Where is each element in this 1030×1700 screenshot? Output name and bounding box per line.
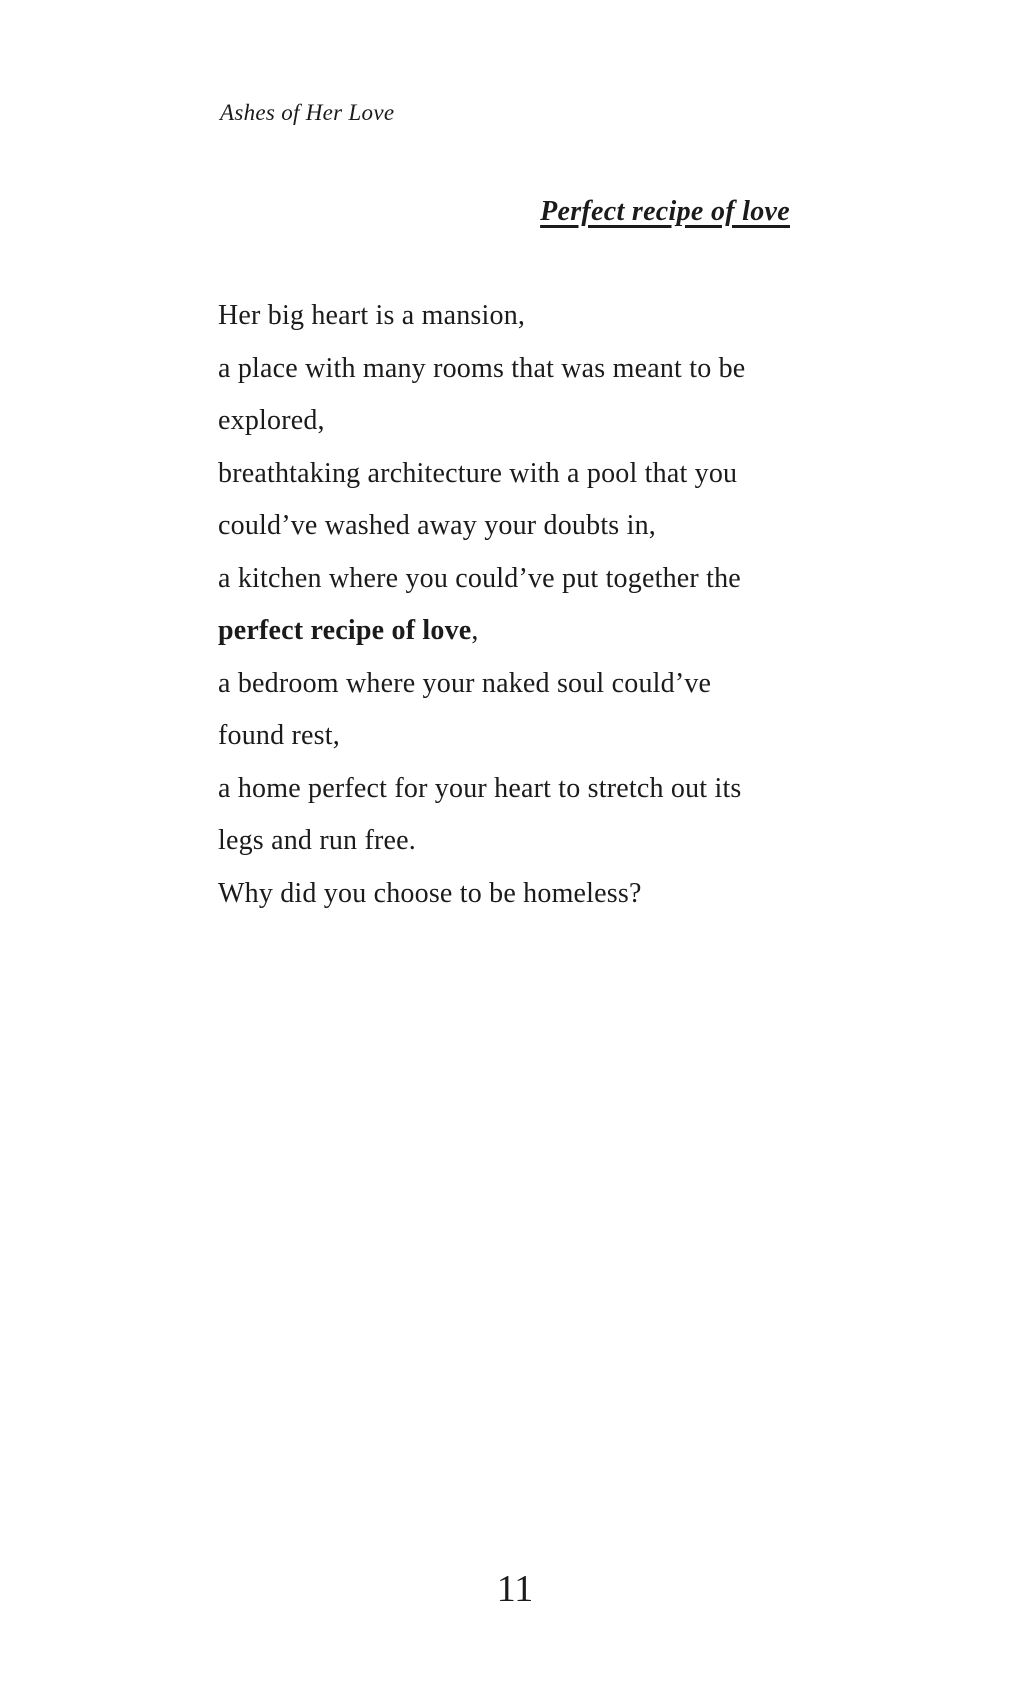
poem-line: explored, — [218, 405, 325, 436]
poem-line: breathtaking architecture with a pool that you — [218, 457, 738, 489]
poem-line: a home perfect for your heart to stretch out its — [218, 772, 742, 804]
running-header-book-title: Ashes of Her Love — [220, 100, 395, 125]
poem-line-segment: , — [471, 615, 479, 646]
poem-title: Perfect recipe of love — [540, 196, 790, 227]
poem-line: could’ve washed away your doubts in, — [218, 510, 656, 541]
poem-line: a kitchen where you could’ve put together the — [218, 562, 741, 594]
poem-line: Her big heart is a mansion, — [218, 300, 526, 331]
poem-body — [218, 290, 745, 920]
poem-line: Why did you choose to be homeless? — [218, 877, 642, 909]
poem-line: a place with many rooms that was meant to be — [218, 352, 746, 384]
poem-line — [218, 605, 745, 658]
poem-line-bold-segment: perfect recipe of love — [218, 615, 472, 646]
poem-line: legs and run free. — [218, 825, 416, 856]
poem-line: found rest, — [218, 720, 340, 751]
poem-line: a bedroom where your naked soul could’ve — [218, 667, 712, 699]
page-number: 11 — [496, 1568, 534, 1610]
